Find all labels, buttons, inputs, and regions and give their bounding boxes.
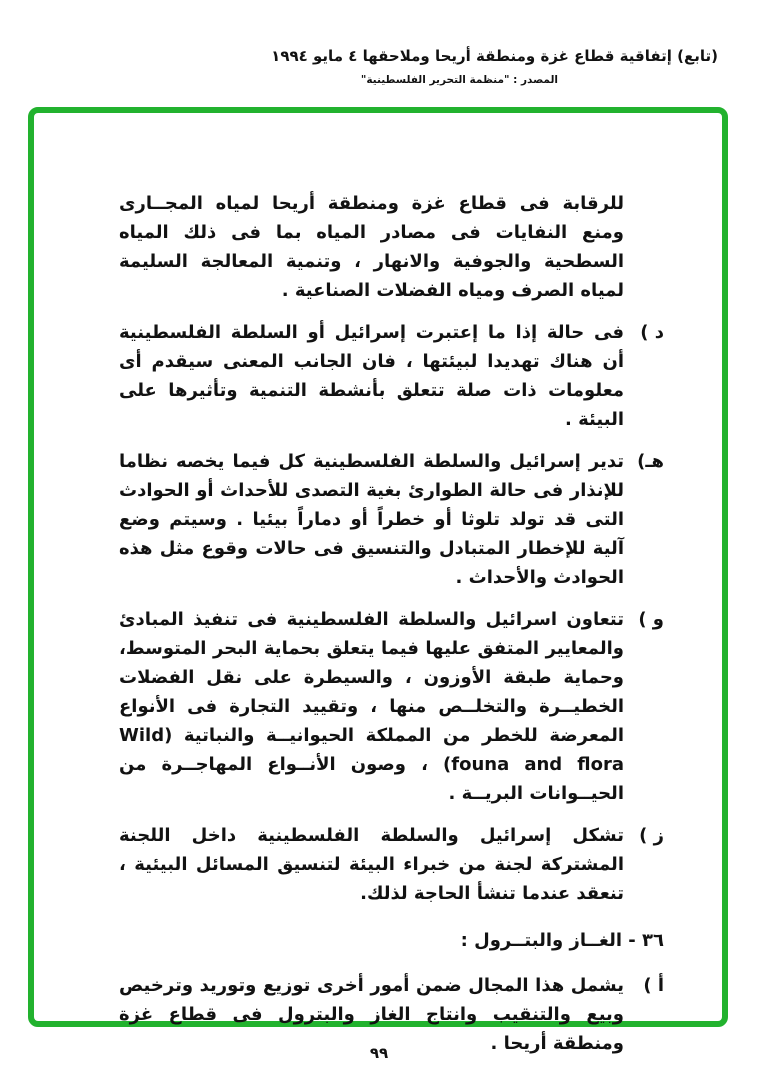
- paragraph-marker: ز ): [639, 825, 664, 846]
- paragraph-marker: د ): [640, 322, 664, 343]
- paragraph-marker: هـ): [637, 451, 664, 472]
- paragraph-text: تشكل إسرائيل والسلطة الفلسطينية داخل اللجنة المشتركة لجنة من خبراء البيئة لتنسيق المسائل البيئية ، تنعقد عندما تنشأ الحاجة لذلك.: [119, 825, 624, 904]
- paragraph-text: تدير إسرائيل والسلطة الفلسطينية كل فيما يخصه نظاما للإنذار فى حالة الطوارئ بغية التصدى للأحداث أو الحوادث التى قد تولد تلوثا أو خطراً أو دماراً بيئيا . وسيتم وضع آلية للإخطار المتبادل والتنسيق فى حالات وقوع مثل هذه الحوادث والأحداث .: [119, 451, 624, 588]
- paragraph-text: يشمل هذا المجال ضمن أمور أخرى توزيع وتوريد وترخيص وبيع والتنقيب وانتاج الغاز والبترول فى قطاع غزة ومنطقة أريحا .: [119, 975, 624, 1054]
- paragraph-water-supervision: [119, 189, 664, 305]
- paragraph-item-zay: [119, 821, 664, 908]
- page-header-source: المصدر : "منظمة التحرير الفلسطينية": [360, 74, 558, 86]
- paragraph-text: تتعاون اسرائيل والسلطة الفلسطينية فى تنفيذ المبادئ والمعايير المتفق عليها فيما يتعلق بحماية البحر المتوسط، وحماية طبقة الأوزون ، والسيطرة على نقل الفضلات الخطيــرة والتخلــص منها ، وتقييد التجارة فى الأنواع المعرضة للخطر من المملكة الحيوانيــة والنباتية (Wild founa and flora) ، وصون الأنــواع المهاجــرة من الحيــوانات البريــة .: [119, 609, 624, 804]
- paragraph-item-ha: [119, 447, 664, 592]
- section-heading-gas-and-petroleum: ٣٦ - الغــاز والبتــرول :: [460, 930, 664, 951]
- paragraph-item-waw: [119, 605, 664, 808]
- paragraph-text: للرقابة فى قطاع غزة ومنطقة أريحا لمياه المجــارى ومنع النفايات فى مصادر المياه بما فى ذلك المياه السطحية والجوفية والانهار ، وتنمية المعالجة السليمة لمياه الصرف ومياه الفضلات الصناعية .: [119, 193, 624, 301]
- paragraph-text: فى حالة إذا ما إعتبرت إسرائيل أو السلطة الفلسطينية أن هناك تهديدا لبيئتها ، فان الجانب المعنى سيقدم أى معلومات ذات صلة تتعلق بأنشطة التنمية وتأثيرها على البيئة .: [119, 322, 624, 430]
- paragraph-marker: و ): [638, 609, 664, 630]
- paragraph-item-dal: [119, 318, 664, 434]
- paragraph-marker: أ ): [643, 975, 664, 996]
- page-header-title: (تابع) إتفاقية قطاع غزة ومنطقة أريحا وملاحقها ٤ مايو ١٩٩٤: [271, 47, 718, 65]
- page-number: ٩٩: [369, 1044, 389, 1062]
- document-content: [119, 189, 664, 1071]
